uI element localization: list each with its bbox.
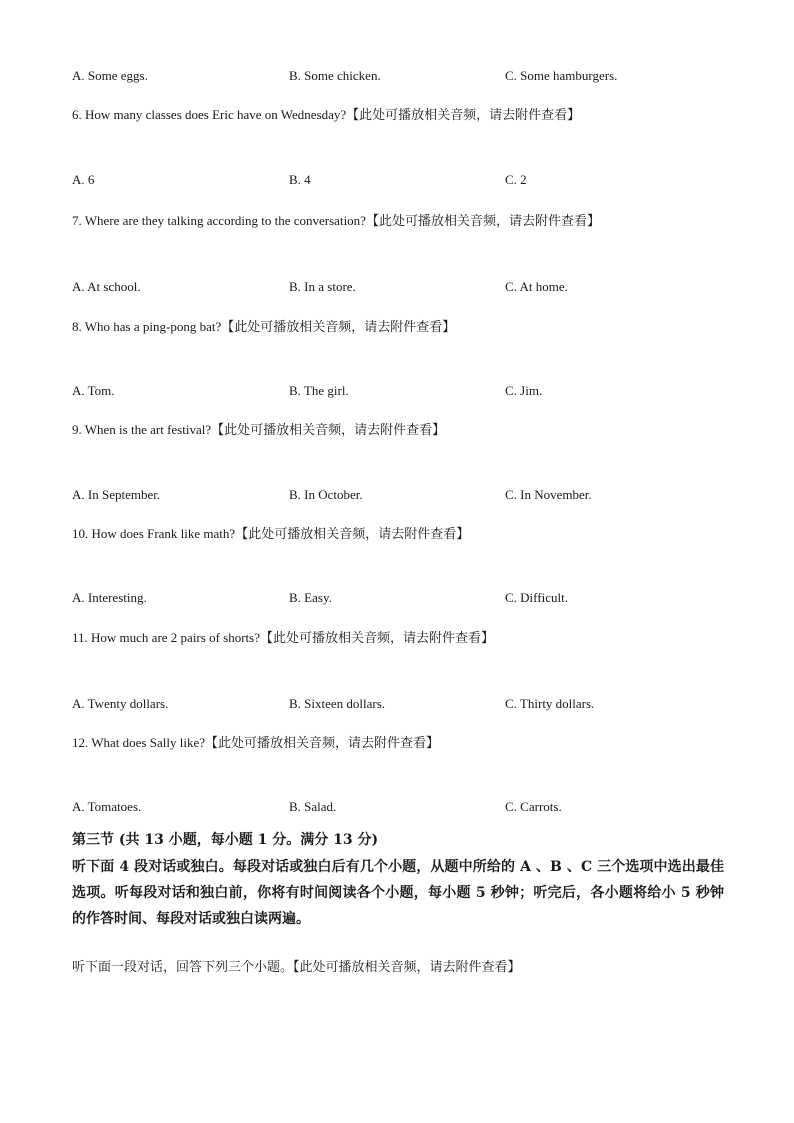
option-c: C. Some hamburgers. [505,68,618,83]
question-9: 9. When is the art festival?【此处可播放相关音频，请去附件查看】 [72,422,446,437]
options-q8 [72,383,732,401]
option-c: C. Difficult. [505,590,568,605]
options-q7 [72,279,732,297]
option-a: A. Tomatoes. [72,799,142,814]
question-10: 10. How does Frank like math?【此处可播放相关音频，请去附件查看】 [72,526,470,541]
question-11: 11. How much are 2 pairs of shorts?【此处可播放相关音频，请去附件查看】 [72,630,494,645]
option-c: C. At home. [505,279,568,294]
option-c: C. 2 [505,172,527,187]
option-b: B. Salad. [289,799,337,814]
option-c: C. Jim. [505,383,543,398]
option-a: A. 6 [72,172,95,187]
section-instructions: 听下面 4 段对话或独白。每段对话或独白后有几个小题，从题中所给的 A 、B 、C 三个选项中选出最佳选项。听每段对话和独白前，你将有时间阅读各个小题，每小题 5 秒钟；听完后，各小题将给小 5 秒钟的作答时间、每段对话或独白读两遍。 [72,859,724,927]
option-b: B. Sixteen dollars. [289,696,386,711]
options-q5 [72,68,732,86]
options-q6 [72,172,732,190]
option-a: A. Twenty dollars. [72,696,169,711]
options-q11 [72,696,732,714]
options-q9 [72,487,732,505]
question-8: 8. Who has a ping-pong bat?【此处可播放相关音频，请去附件查看】 [72,319,456,334]
option-a: A. In September. [72,487,161,502]
option-b: B. 4 [289,172,311,187]
option-a: A. Tom. [72,383,115,398]
option-b: B. In a store. [289,279,356,294]
option-b: B. The girl. [289,383,349,398]
question-7: 7. Where are they talking according to the conversation?【此处可播放相关音频，请去附件查看】 [72,213,600,228]
question-6: 6. How many classes does Eric have on Wednesday?【此处可播放相关音频，请去附件查看】 [72,107,581,122]
options-q12 [72,799,732,817]
option-a: A. Some eggs. [72,68,148,83]
question-12: 12. What does Sally like?【此处可播放相关音频，请去附件查看】 [72,735,439,750]
dialogue-lead: 听下面一段对话，回答下列三个小题。【此处可播放相关音频，请去附件查看】 [72,960,521,975]
option-b: B. Easy. [289,590,332,605]
option-b: B. In October. [289,487,363,502]
option-c: C. Thirty dollars. [505,696,595,711]
option-a: A. Interesting. [72,590,147,605]
options-q10 [72,590,732,608]
option-a: A. At school. [72,279,141,294]
section-title: 第三节 (共 13 小题，每小题 1 分。满分 13 分) [72,832,379,848]
option-c: C. In November. [505,487,592,502]
option-b: B. Some chicken. [289,68,381,83]
option-c: C. Carrots. [505,799,562,814]
